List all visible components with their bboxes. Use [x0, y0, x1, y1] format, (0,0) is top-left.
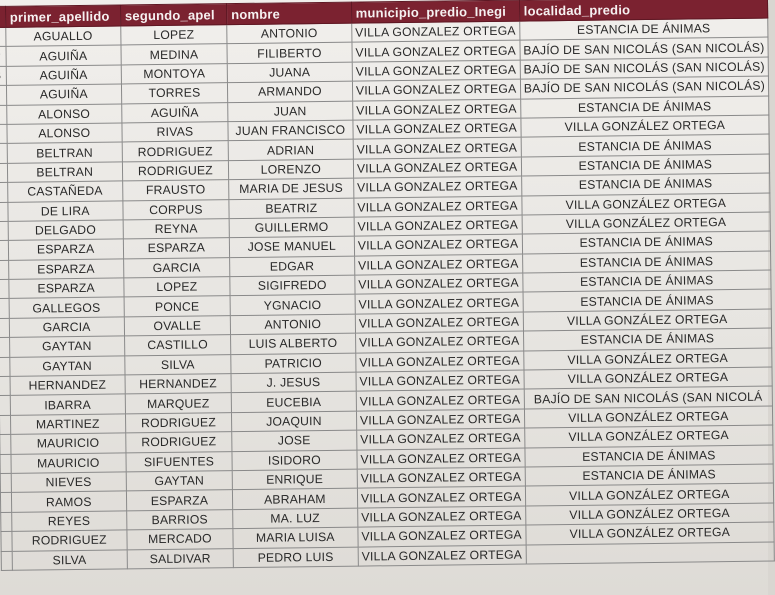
cell-primer-apellido: REYES: [11, 511, 126, 532]
cell-primer-apellido: DE LIRA: [8, 200, 123, 221]
cell-localidad: [526, 542, 775, 564]
cell-municipio: VILLA GONZALEZ ORTEGA: [353, 196, 521, 217]
cell-municipio: VILLA GONZALEZ ORTEGA: [355, 351, 523, 372]
cell-primer-apellido: IBARRA: [10, 394, 125, 415]
cell-segundo-apellido: SILVA: [125, 354, 232, 375]
cell-segundo-apellido: GARCIA: [123, 257, 230, 278]
row-stub: [0, 338, 9, 358]
cell-nombre: JUANA: [227, 62, 352, 83]
cell-localidad: VILLA GONZÁLEZ ORTEGA: [521, 193, 770, 215]
cell-primer-apellido: NIEVES: [11, 472, 126, 493]
cell-nombre: PEDRO LUIS: [233, 547, 358, 568]
cell-nombre: GUILLERMO: [229, 217, 354, 238]
cell-segundo-apellido: AGUIÑA: [121, 102, 228, 123]
cell-municipio: VILLA GONZALEZ ORTEGA: [357, 506, 525, 527]
cell-segundo-apellido: LOPEZ: [124, 277, 231, 298]
cell-municipio: VILLA GONZALEZ ORTEGA: [357, 486, 525, 507]
cell-localidad: VILLA GONZÁLEZ ORTEGA: [524, 406, 773, 428]
cell-localidad: VILLA GONZÁLEZ ORTEGA: [525, 503, 774, 525]
cell-nombre: EDGAR: [230, 256, 355, 277]
cell-nombre: JUAN FRANCISCO: [228, 120, 353, 141]
cell-segundo-apellido: CORPUS: [123, 199, 230, 220]
row-stub: [0, 415, 10, 435]
row-stub: [0, 376, 10, 396]
cell-municipio: VILLA GONZALEZ ORTEGA: [353, 118, 521, 139]
cell-municipio: VILLA GONZALEZ ORTEGA: [354, 273, 522, 294]
cell-nombre: ISIDORO: [232, 450, 357, 471]
cell-segundo-apellido: RODRIGUEZ: [122, 141, 229, 162]
row-stub: [0, 318, 9, 338]
cell-segundo-apellido: OVALLE: [124, 315, 231, 336]
cell-localidad: ESTANCIA DE ÁNIMAS: [522, 270, 771, 292]
cell-nombre: ADRIAN: [228, 139, 353, 160]
cell-municipio: VILLA GONZALEZ ORTEGA: [356, 409, 524, 430]
cell-nombre: MARIA LUISA: [233, 527, 358, 548]
row-stub: [0, 454, 11, 474]
cell-nombre: FILIBERTO: [227, 43, 352, 64]
cell-localidad: VILLA GONZÁLEZ ORTEGA: [523, 348, 772, 370]
cell-segundo-apellido: MARQUEZ: [125, 393, 232, 414]
cell-localidad: ESTANCIA DE ÁNIMAS: [522, 231, 771, 253]
cell-municipio: VILLA GONZALEZ ORTEGA: [353, 176, 521, 197]
cell-primer-apellido: AGUIÑA: [6, 65, 121, 86]
cell-municipio: VILLA GONZALEZ ORTEGA: [356, 389, 524, 410]
cell-municipio: VILLA GONZALEZ ORTEGA: [357, 448, 525, 469]
cell-nombre: BEATRIZ: [229, 198, 354, 219]
cell-localidad: ESTANCIA DE ÁNIMAS: [521, 154, 770, 176]
header-segundo-apellido: segundo_apel: [120, 4, 227, 26]
cell-nombre: YGNACIO: [230, 295, 355, 316]
cell-nombre: MA. LUZ: [233, 508, 358, 529]
cell-nombre: MARIA DE JESUS: [229, 178, 354, 199]
cell-segundo-apellido: RODRIGUEZ: [125, 412, 232, 433]
cell-segundo-apellido: GAYTAN: [126, 471, 233, 492]
cell-primer-apellido: SILVA: [12, 549, 127, 570]
cell-segundo-apellido: RODRIGUEZ: [122, 160, 229, 181]
cell-segundo-apellido: FRAUSTO: [122, 180, 229, 201]
cell-nombre: PATRICIO: [231, 353, 356, 374]
cell-primer-apellido: ALONSO: [6, 104, 121, 125]
cell-municipio: VILLA GONZALEZ ORTEGA: [352, 40, 520, 61]
cell-municipio: VILLA GONZALEZ ORTEGA: [355, 293, 523, 314]
cell-localidad: VILLA GONZÁLEZ ORTEGA: [524, 367, 773, 389]
cell-primer-apellido: ESPARZA: [8, 259, 123, 280]
cell-municipio: VILLA GONZALEZ ORTEGA: [358, 545, 526, 566]
cell-localidad: VILLA GONZÁLEZ ORTEGA: [521, 115, 770, 137]
cell-localidad: ESTANCIA DE ÁNIMAS: [519, 18, 768, 40]
cell-primer-apellido: GARCIA: [9, 317, 124, 338]
row-stub: [0, 279, 9, 299]
cell-localidad: BAJÍO DE SAN NICOLÁS (SAN NICOLÁS): [520, 76, 769, 98]
cell-municipio: VILLA GONZALEZ ORTEGA: [356, 428, 524, 449]
cell-localidad: ESTANCIA DE ÁNIMAS: [521, 134, 770, 156]
header-nombre: nombre: [227, 2, 352, 25]
cell-nombre: SIGIFREDO: [230, 275, 355, 296]
cell-primer-apellido: GAYTAN: [9, 336, 124, 357]
row-stub: [0, 493, 11, 513]
cell-segundo-apellido: HERNANDEZ: [125, 374, 232, 395]
cell-primer-apellido: BELTRAN: [7, 142, 122, 163]
cell-primer-apellido: HERNANDEZ: [10, 375, 125, 396]
cell-nombre: LUIS ALBERTO: [231, 333, 356, 354]
cell-localidad: BAJÍO DE SAN NICOLÁS (SAN NICOLÁ: [524, 386, 773, 408]
cell-primer-apellido: MARTINEZ: [10, 414, 125, 435]
cell-primer-apellido: MAURICIO: [10, 433, 125, 454]
cell-segundo-apellido: REYNA: [123, 219, 230, 240]
cell-primer-apellido: ESPARZA: [8, 278, 123, 299]
table-body: [0, 18, 774, 570]
cell-nombre: ABRAHAM: [232, 488, 357, 509]
row-stub: [0, 299, 9, 319]
row-stub: [0, 260, 8, 280]
cell-nombre: JUAN: [228, 101, 353, 122]
cell-localidad: VILLA GONZÁLEZ ORTEGA: [526, 522, 775, 544]
cell-segundo-apellido: MONTOYA: [121, 63, 228, 84]
cell-municipio: VILLA GONZALEZ ORTEGA: [354, 234, 522, 255]
cell-municipio: VILLA GONZALEZ ORTEGA: [356, 370, 524, 391]
cell-nombre: ANTONIO: [230, 314, 355, 335]
cell-municipio: VILLA GONZALEZ ORTEGA: [357, 467, 525, 488]
cell-segundo-apellido: BARRIOS: [126, 509, 233, 530]
cell-primer-apellido: AGUIÑA: [6, 84, 121, 105]
cell-primer-apellido: DELGADO: [8, 220, 123, 241]
cell-municipio: VILLA GONZALEZ ORTEGA: [355, 331, 523, 352]
header-primer-apellido: primer_apellido: [5, 5, 120, 27]
row-stub: [0, 435, 11, 455]
cell-localidad: ESTANCIA DE ÁNIMAS: [521, 173, 770, 195]
cell-municipio: VILLA GONZALEZ ORTEGA: [354, 215, 522, 236]
row-stub: [0, 357, 10, 377]
row-stub: [1, 512, 12, 532]
cell-nombre: ANTONIO: [227, 23, 352, 44]
cell-municipio: VILLA GONZALEZ ORTEGA: [352, 60, 520, 81]
cell-nombre: LORENZO: [228, 159, 353, 180]
cell-municipio: VILLA GONZALEZ ORTEGA: [353, 157, 521, 178]
cell-localidad: ESTANCIA DE ÁNIMAS: [520, 96, 769, 118]
cell-segundo-apellido: SIFUENTES: [126, 451, 233, 472]
cell-primer-apellido: MAURICIO: [11, 453, 126, 474]
cell-localidad: VILLA GONZÁLEZ ORTEGA: [522, 212, 771, 234]
cell-localidad: ESTANCIA DE ÁNIMAS: [525, 464, 774, 486]
cell-primer-apellido: BELTRAN: [7, 162, 122, 183]
cell-localidad: BAJÍO DE SAN NICOLÁS (SAN NICOLÁS): [520, 37, 769, 59]
cell-primer-apellido: AGUALLO: [5, 26, 120, 47]
row-stub: [1, 551, 12, 571]
cell-municipio: VILLA GONZALEZ ORTEGA: [355, 312, 523, 333]
cell-primer-apellido: RAMOS: [11, 491, 126, 512]
row-stub: [1, 531, 12, 551]
cell-primer-apellido: CASTAÑEDA: [7, 181, 122, 202]
cell-segundo-apellido: ESPARZA: [123, 238, 230, 259]
cell-localidad: ESTANCIA DE ÁNIMAS: [523, 328, 772, 350]
cell-nombre: J. JESUS: [231, 372, 356, 393]
cell-municipio: VILLA GONZALEZ ORTEGA: [353, 137, 521, 158]
cell-segundo-apellido: RODRIGUEZ: [126, 432, 233, 453]
cell-segundo-apellido: CASTILLO: [124, 335, 231, 356]
cell-municipio: VILLA GONZALEZ ORTEGA: [358, 525, 526, 546]
cell-localidad: ESTANCIA DE ÁNIMAS: [522, 251, 771, 273]
row-stub: [0, 396, 10, 416]
cell-localidad: VILLA GONZÁLEZ ORTEGA: [523, 309, 772, 331]
header-localidad: localidad_predio: [519, 0, 768, 21]
cell-segundo-apellido: PONCE: [124, 296, 231, 317]
cell-nombre: EUCEBIA: [231, 392, 356, 413]
cell-municipio: VILLA GONZALEZ ORTEGA: [352, 99, 520, 120]
row-stub: [0, 221, 8, 241]
cell-primer-apellido: AGUIÑA: [6, 45, 121, 66]
cell-segundo-apellido: MERCADO: [127, 529, 234, 550]
cell-primer-apellido: RODRIGUEZ: [12, 530, 127, 551]
cell-nombre: JOSE: [232, 430, 357, 451]
cell-primer-apellido: ALONSO: [7, 123, 122, 144]
cell-segundo-apellido: RIVAS: [122, 122, 229, 143]
cell-nombre: ENRIQUE: [232, 469, 357, 490]
cell-municipio: VILLA GONZALEZ ORTEGA: [351, 21, 519, 42]
cell-segundo-apellido: SALDIVAR: [127, 548, 234, 569]
header-municipio: municipio_predio_Inegi: [351, 0, 519, 23]
cell-segundo-apellido: LOPEZ: [121, 25, 228, 46]
cell-localidad: VILLA GONZÁLEZ ORTEGA: [524, 425, 773, 447]
cell-localidad: ESTANCIA DE ÁNIMAS: [525, 445, 774, 467]
cell-localidad: BAJÍO DE SAN NICOLÁS (SAN NICOLÁS): [520, 57, 769, 79]
cell-localidad: VILLA GONZÁLEZ ORTEGA: [525, 483, 774, 505]
cell-nombre: JOAQUIN: [232, 411, 357, 432]
cell-nombre: ARMANDO: [228, 81, 353, 102]
cell-primer-apellido: GAYTAN: [9, 356, 124, 377]
cell-municipio: VILLA GONZALEZ ORTEGA: [354, 254, 522, 275]
cell-segundo-apellido: ESPARZA: [126, 490, 233, 511]
cell-localidad: ESTANCIA DE ÁNIMAS: [523, 289, 772, 311]
cell-primer-apellido: ESPARZA: [8, 239, 123, 260]
row-stub: [0, 473, 11, 493]
cell-segundo-apellido: TORRES: [121, 83, 228, 104]
cell-municipio: VILLA GONZALEZ ORTEGA: [352, 79, 520, 100]
cell-segundo-apellido: MEDINA: [121, 44, 228, 65]
cell-primer-apellido: GALLEGOS: [9, 297, 124, 318]
row-stub: [0, 241, 8, 261]
cell-nombre: JOSE MANUEL: [229, 236, 354, 257]
